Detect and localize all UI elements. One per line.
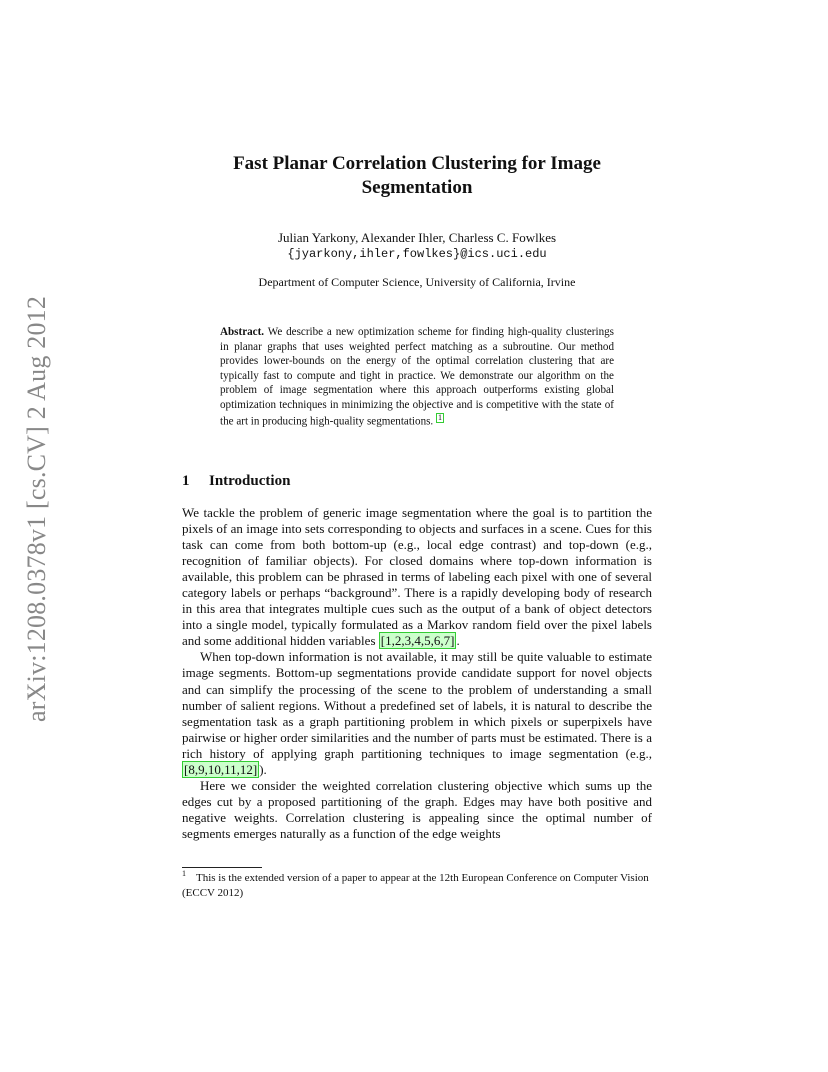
paragraph-text: We tackle the problem of generic image segmentation where the goal is to partition the pixels of an image into sets corresponding to objects and surfaces in a scene. Cues for this task can come from both bottom-up (e.g., local edge contrast) and top-down (e.g., recognition of familiar objects). For closed domains where top-down information is available, this problem can be phrased in terms of labeling each pixel with one of several category labels or perhaps “background”. There is a rapidly developing body of research in this area that integrates multiple cues such as the output of a bank of object detectors into a single model, typically formulated as a Markov random field over the pixel labels and some additional hidden variables bbox=[182, 505, 652, 649]
citation-link[interactable]: [8,9,10,11,12] bbox=[184, 761, 258, 777]
footnote-link[interactable]: 1 bbox=[437, 412, 442, 422]
paragraph-end: . bbox=[456, 633, 460, 649]
section-body bbox=[182, 505, 652, 842]
abstract-text: We describe a new optimization scheme for finding high-quality clusterings in planar graphs that uses weighted perfect matching as a subroutine. Our method provides lower-bounds on the energy of the optimal correlation clustering that are typically fast to compute and tight in practice. We demonstrate our algorithm on the problem of image segmentation where this approach outperforms existing global optimization techniques in minimizing the objective and is competitive with the state of the art in producing high-quality segmentations. bbox=[220, 326, 614, 428]
affiliation: Department of Computer Science, University of California, Irvine bbox=[258, 275, 576, 289]
arxiv-identifier: arXiv:1208.0378v1 [cs.CV] 2 Aug 2012 bbox=[22, 295, 51, 722]
author-list: Julian Yarkony, Alexander Ihler, Charless C. Fowlkes bbox=[277, 230, 557, 245]
section-heading bbox=[182, 471, 652, 491]
abstract bbox=[220, 325, 614, 429]
paragraph bbox=[182, 649, 652, 777]
section-title: Introduction bbox=[209, 473, 291, 489]
paragraph bbox=[182, 505, 652, 649]
citation-link[interactable]: [1,2,3,4,5,6,7] bbox=[380, 633, 455, 649]
paragraph-text: When top-down information is not available, it may still be quite valuable to estimate image segments. Bottom-up segmentations provide candidate support for novel objects and can simplify the processing of the scene to the problem of understanding a small number of salient regions. Without a predefined set of labels, it is natural to describe the segmentation task as a graph partitioning problem in which pixels or superpixels have pairwise or higher order similarities and the number of parts must be estimated. There is a rich history of applying graph partitioning techniques to image segmentation (e.g., bbox=[182, 649, 652, 761]
author-emails: {jyarkony,ihler,fowlkes}@ics.uci.edu bbox=[287, 247, 547, 261]
paragraph-end: ). bbox=[259, 761, 267, 777]
section-number: 1 bbox=[182, 473, 190, 489]
footnote: 1 This is the extended version of a paper to appear at the 12th European Conference on Computer Vision (ECCV 2012) bbox=[182, 869, 649, 899]
footnote-text: This is the extended version of a paper to appear at the 12th European Conference on Computer Vision (ECCV 2012) bbox=[182, 872, 649, 899]
paper-title: Fast Planar Correlation Clustering for Image Segmentation bbox=[233, 153, 601, 198]
footnote-rule bbox=[182, 867, 262, 868]
paragraph: Here we consider the weighted correlation clustering objective which sums up the edges cut by a proposed partitioning of the graph. Edges may have both positive and negative weights. Correlation clustering is appealing since the optimal number of segments emerges naturally as a function of the edge weights bbox=[182, 777, 652, 841]
abstract-label: Abstract. bbox=[220, 326, 265, 338]
